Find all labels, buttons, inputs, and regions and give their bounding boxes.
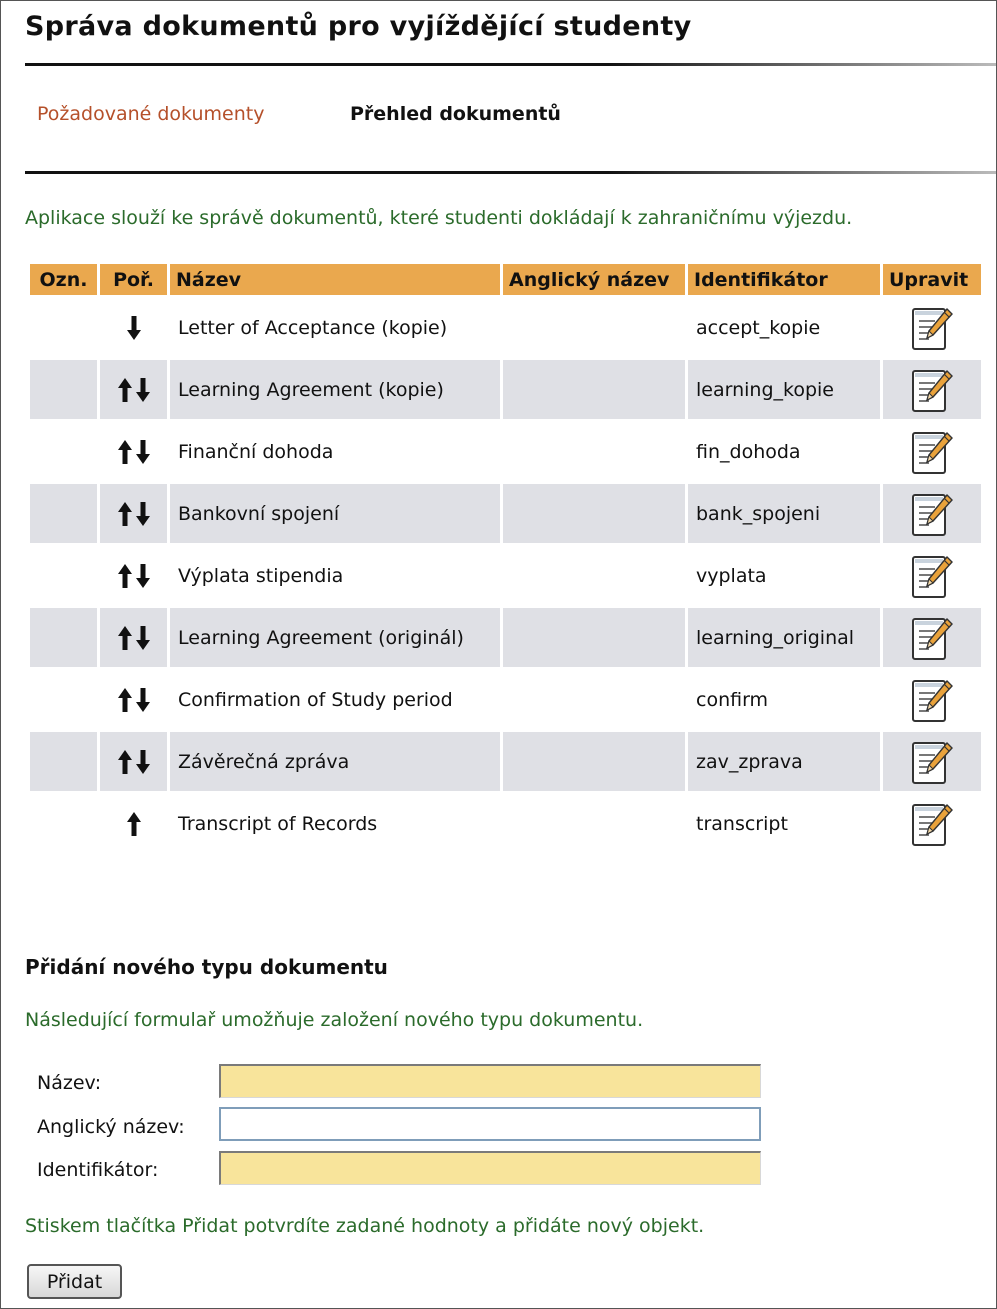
- tab-documents-overview[interactable]: Přehled dokumentů: [350, 103, 561, 125]
- table-row: [30, 360, 981, 419]
- add-button[interactable]: Přidat: [27, 1264, 122, 1299]
- col-header-edit: Upravit: [883, 264, 981, 295]
- cell-order: [100, 422, 167, 481]
- cell-order: [100, 298, 167, 357]
- arrow-down-icon[interactable]: [127, 316, 141, 340]
- arrow-up-icon[interactable]: [118, 564, 132, 588]
- cell-name: Confirmation of Study period: [178, 688, 453, 711]
- cell-ozn: [30, 360, 97, 419]
- col-header-english-name: Anglický název: [503, 264, 685, 295]
- cell-name: Bankovní spojení: [170, 484, 500, 543]
- cell-name: Výplata stipendia: [178, 564, 344, 587]
- cell-identifier: transcript: [696, 812, 788, 835]
- edit-document-icon[interactable]: [911, 305, 953, 351]
- table-row: [30, 484, 981, 543]
- cell-english-name: [503, 546, 685, 605]
- table-header-row: [30, 264, 981, 295]
- table-row: [30, 608, 981, 667]
- name-label: Název:: [37, 1072, 102, 1094]
- arrow-down-icon[interactable]: [136, 378, 150, 402]
- cell-name: Learning Agreement (originál): [170, 608, 500, 667]
- cell-english-name: [503, 484, 685, 543]
- edit-document-icon[interactable]: [911, 367, 953, 413]
- english-name-label: Anglický název:: [37, 1116, 185, 1138]
- cell-ozn: [30, 608, 97, 667]
- cell-english-name: [503, 670, 685, 729]
- cell-ozn: [30, 298, 97, 357]
- cell-identifier: learning_kopie: [688, 360, 880, 419]
- cell-english-name: [503, 360, 685, 419]
- identifier-input[interactable]: [219, 1151, 761, 1185]
- edit-document-icon[interactable]: [911, 801, 953, 847]
- form-note-text: Stiskem tlačítka Přidat potvrdíte zadané hodnoty a přidáte nový objekt.: [25, 1215, 705, 1237]
- arrow-down-icon[interactable]: [136, 502, 150, 526]
- arrow-down-icon[interactable]: [136, 750, 150, 774]
- table-row: [30, 422, 981, 481]
- cell-english-name: [503, 422, 685, 481]
- cell-ozn: [30, 422, 97, 481]
- cell-order: [100, 608, 167, 667]
- cell-english-name: [503, 732, 685, 791]
- cell-ozn: [30, 794, 97, 853]
- intro-text: Aplikace slouží ke správě dokumentů, které studenti dokládají k zahraničnímu výjezdu.: [25, 207, 853, 229]
- cell-order: [100, 732, 167, 791]
- arrow-up-icon[interactable]: [118, 440, 132, 464]
- cell-ozn: [30, 546, 97, 605]
- cell-edit: [883, 298, 981, 357]
- cell-order: [100, 670, 167, 729]
- arrow-up-icon[interactable]: [118, 626, 132, 650]
- title-divider: [25, 63, 996, 66]
- cell-identifier: zav_zprava: [688, 732, 880, 791]
- cell-name: Letter of Acceptance (kopie): [178, 316, 448, 339]
- arrow-up-icon[interactable]: [127, 812, 141, 836]
- cell-english-name: [503, 794, 685, 853]
- edit-document-icon[interactable]: [911, 739, 953, 785]
- cell-identifier: learning_original: [688, 608, 880, 667]
- cell-edit: [883, 732, 981, 791]
- edit-document-icon[interactable]: [911, 491, 953, 537]
- form-intro-text: Následující formulař umožňuje založení nového typu dokumentu.: [25, 1009, 644, 1031]
- documents-table: [27, 261, 984, 856]
- edit-document-icon[interactable]: [911, 429, 953, 475]
- cell-order: [100, 546, 167, 605]
- cell-english-name: [503, 298, 685, 357]
- cell-name: Learning Agreement (kopie): [170, 360, 500, 419]
- cell-identifier: bank_spojeni: [688, 484, 880, 543]
- cell-identifier: accept_kopie: [696, 316, 821, 339]
- cell-ozn: [30, 484, 97, 543]
- cell-name: Transcript of Records: [178, 812, 378, 835]
- cell-identifier: vyplata: [696, 564, 767, 587]
- col-header-ozn: Ozn.: [30, 264, 97, 295]
- cell-name: Finanční dohoda: [178, 440, 334, 463]
- cell-order: [100, 360, 167, 419]
- tabs-divider: [25, 171, 996, 174]
- cell-edit: [883, 484, 981, 543]
- name-input[interactable]: [219, 1064, 761, 1098]
- arrow-up-icon[interactable]: [118, 502, 132, 526]
- col-header-identifier: Identifikátor: [688, 264, 880, 295]
- arrow-down-icon[interactable]: [136, 440, 150, 464]
- page-title: Správa dokumentů pro vyjíždějící studenty: [25, 11, 692, 42]
- edit-document-icon[interactable]: [911, 615, 953, 661]
- arrow-up-icon[interactable]: [118, 750, 132, 774]
- arrow-up-icon[interactable]: [118, 378, 132, 402]
- cell-edit: [883, 794, 981, 853]
- cell-ozn: [30, 732, 97, 791]
- cell-identifier: confirm: [696, 688, 769, 711]
- cell-edit: [883, 422, 981, 481]
- col-header-name: Název: [170, 264, 500, 295]
- form-title: Přidání nového typu dokumentu: [25, 955, 388, 979]
- english-name-input[interactable]: [219, 1107, 761, 1141]
- table-row: [30, 670, 981, 729]
- cell-edit: [883, 546, 981, 605]
- table-row: [30, 732, 981, 791]
- arrow-down-icon[interactable]: [136, 626, 150, 650]
- edit-document-icon[interactable]: [911, 677, 953, 723]
- arrow-down-icon[interactable]: [136, 564, 150, 588]
- cell-edit: [883, 670, 981, 729]
- table-row: [30, 298, 981, 357]
- cell-name: Závěrečná zpráva: [170, 732, 500, 791]
- arrow-up-icon[interactable]: [118, 688, 132, 712]
- cell-order: [100, 484, 167, 543]
- identifier-label: Identifikátor:: [37, 1159, 159, 1181]
- cell-edit: [883, 608, 981, 667]
- cell-ozn: [30, 670, 97, 729]
- tab-required-documents[interactable]: Požadované dokumenty: [37, 103, 265, 125]
- arrow-down-icon[interactable]: [136, 688, 150, 712]
- cell-english-name: [503, 608, 685, 667]
- table-row: [30, 794, 981, 853]
- edit-document-icon[interactable]: [911, 553, 953, 599]
- col-header-order: Poř.: [100, 264, 167, 295]
- cell-edit: [883, 360, 981, 419]
- table-row: [30, 546, 981, 605]
- cell-order: [100, 794, 167, 853]
- table-body: [30, 298, 981, 853]
- cell-identifier: fin_dohoda: [696, 440, 801, 463]
